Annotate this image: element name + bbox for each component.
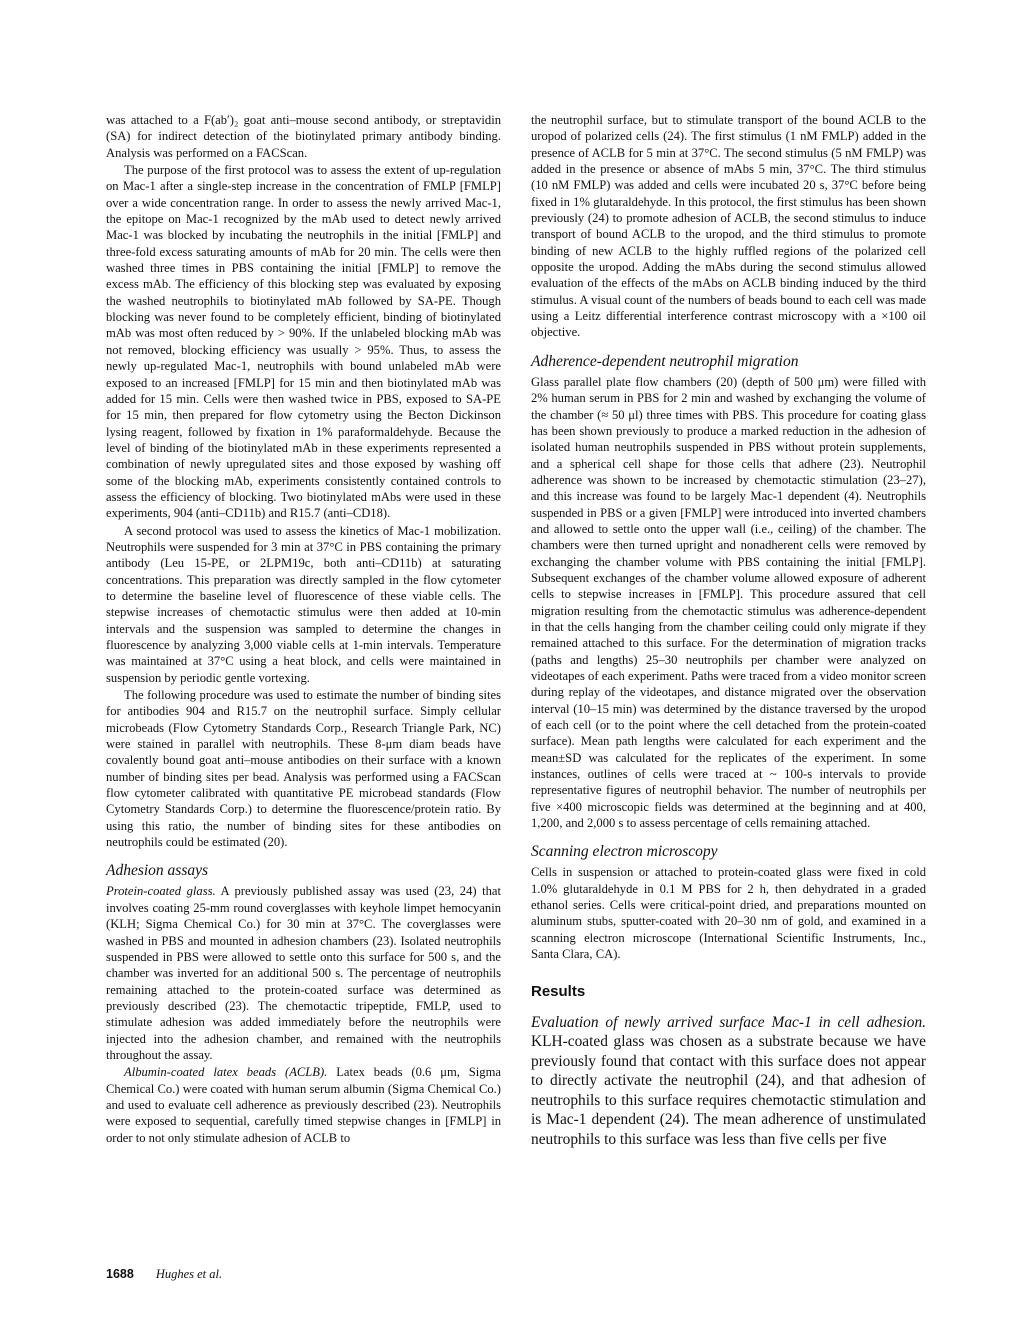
left-paragraph-5-body: A previously published assay was used (23, 24) that involves coating 25-mm round coverglasses with keyhole limpet hemocyanin (KLH; Sigma Chemical Co.) for 30 min at 37°C. The coverglasses were washed in PBS and mounted in adhesion chambers (23). Isolated neutrophils suspended in PBS were allowed to settle onto this surface for 500 s, and the chamber was inverted for an additional 500 s. The percentage of neutrophils remaining attached to the protein-coated surface was determined as previously described (23). The chemotactic tripeptide, FMLP, used to stimulate adhesion was added immediately before the neutrophils were injected into the adhesion chamber, and remained with the neutrophils throughout the assay. <box>106 884 501 1062</box>
runin-evaluation: Evaluation of newly arrived surface Mac-1 in cell adhesion. <box>531 1013 926 1031</box>
right-paragraph-2: Glass parallel plate flow chambers (20) (depth of 500 μm) were filled with 2% human serum in PBS for 2 min and washed by exchanging the volume of the chamber (≈ 50 μl) three times with PBS. This procedure for coating glass has been shown previously to produce a marked reduction in the adhesion of isolated human neutrophils suspended in PBS without protein supplements, and a spherical cell shape for those cells that adhere (23). Neutrophil adherence was shown to be increased by chemotactic stimulation (23–27), and this increase was found to be largely Mac-1 dependent (4). Neutrophils suspended in PBS or a given [FMLP] were introduced into inverted chambers and allowed to settle onto the upper wall (i.e., ceiling) of the chamber. The chambers were then turned upright and nonadherent cells were removed by exchanging the chamber volume with PBS containing the initial [FMLP]. Subsequent exchanges of the chamber volume allowed exposure of adherent cells to stepwise increases in [FMLP]. This procedure assured that cell migration resulting from the chemotactic stimulus was adherence-dependent in that the cells hanging from the chamber ceiling could only migrate if they remained attached to this surface. For the determination of migration tracks (paths and lengths) 25–30 neutrophils per chamber were analyzed on videotapes of each experiment. Paths were traced from a video monitor screen during replay of the videotapes, and distance migrated over the observation interval (10–15 min) was determined by the distance traversed by the uropod of each cell (or to the point where the cell detached from the protein-coated surface). Mean path lengths were calculated for each experiment and the mean±SD was calculated for the replicates of the experiment. In some instances, outlines of cells were traced at ~ 100-s intervals to provide representative figures of neutrophil behavior. The number of neutrophils per five ×400 microscopic fields was determined at the beginning and at 400, 1,200, and 2,000 s to assess percentage of cells remaining attached. <box>531 374 926 831</box>
right-paragraph-4-body: KLH-coated glass was chosen as a substrate because we have previously found that contact with this surface does not appear to directly activate the neutrophil (24), and that adhesion of neutrophils to this surface requires chemotactic stimulation and is Mac-1 dependent (24). The mean adherence of unstimulated neutrophils to this surface was less than five cells per five <box>531 1033 926 1149</box>
heading-neutrophil-migration: Adherence-dependent neutrophil migration <box>531 352 799 370</box>
page-number: 1688 <box>106 1267 134 1281</box>
heading-results: Results <box>531 982 586 1000</box>
heading-scanning-electron-microscopy: Scanning electron microscopy <box>531 843 718 861</box>
page-footer <box>106 1267 222 1282</box>
running-head: Hughes et al. <box>155 1267 223 1281</box>
left-paragraph-5 <box>106 883 501 1063</box>
runin-protein-coated-glass: Protein-coated glass. <box>106 884 216 899</box>
left-paragraph-2: The purpose of the first protocol was to assess the extent of up-regulation on Mac-1 after a single-step increase in the concentration of FMLP [FMLP] over a wide concentration range. In order to assess the newly arrived Mac-1, the epitope on Mac-1 recognized by the mAb used to detect newly arrived Mac-1 was blocked by incubating the neutrophils in the initial [FMLP] and three-fold excess saturating amounts of mAb for 20 min. The cells were then washed three times in PBS containing the initial [FMLP] to remove the excess mAb. The efficiency of this blocking step was evaluated by exposing the washed neutrophils to biotinylated mAb followed by SA-PE. Though blocking was never found to be completely efficient, binding of biotinylated mAb was most often reduced by > 90%. If the unlabeled blocking mAb was not removed, blocking efficiency was usually > 95%. Thus, to assess the newly up-regulated Mac-1, neutrophils with bound unlabeled mAb were exposed to an increased [FMLP] for 15 min and then biotinylated mAb was added for 15 min. Cells were then washed twice in PBS, exposed to SA-PE for 15 min, then prepared for flow cytometry using the Becton Dickinson lysing reagent, followed by fixation in 1% paraformaldehyde. Because the level of binding of the biotinylated mAb in these experiments represented a combination of newly upregulated sites and those exposed by washing off some of the blocking mAb, experiments consistently contained controls to assess the efficiency of blocking. Two biotinylated mAbs were used in these experiments, 904 (anti–CD11b) and R15.7 (anti–CD18). <box>106 163 501 521</box>
right-column <box>531 112 926 1151</box>
left-paragraph-3: A second protocol was used to assess the kinetics of Mac-1 mobilization. Neutrophils were suspended for 3 min at 37°C in PBS containing the primary antibody (Leu 15-PE, or 2LPM19c, both anti–CD11b) at saturating concentrations. This preparation was directly sampled in the flow cytometer to determine the baseline level of fluorescence of these viable cells. The stepwise increases of chemotactic stimulus were then added at 10-min intervals and the suspension was sampled to determine the changes in fluorescence by analyzing 3,000 viable cells at 1-min intervals. Temperature was maintained at 37°C using a heat block, and cells were maintained in suspension by periodic gentle vortexing. <box>106 523 501 685</box>
left-paragraph-6-body: Latex beads (0.6 μm, Sigma Chemical Co.) were coated with human serum albumin (Sigma Chemical Co.) and used to evaluate cell adherence as previously described (23). Neutrophils were exposed to sequential, carefully timed stepwise changes in [FMLP] in order to not only stimulate adhesion of ACLB to <box>106 1065 501 1145</box>
runin-aclb: Albumin-coated latex beads (ACLB). <box>124 1065 328 1080</box>
left-paragraph-6 <box>106 1064 501 1146</box>
heading-adhesion-assays: Adhesion assays <box>106 862 209 880</box>
right-paragraph-4 <box>531 1013 926 1150</box>
left-paragraph-4: The following procedure was used to estimate the number of binding sites for antibodies 904 and R15.7 on the neutrophil surface. Simply cellular microbeads (Flow Cytometry Standards Corp., Research Triangle Park, NC) were stained in parallel with neutrophils. These 8-μm diam beads have covalently bound goat anti–mouse antibodies on their surface with a known number of binding sites per bead. Analysis was performed using a FACScan flow cytometer calibrated with quantitative PE microbead standards (Flow Cytometry Standards Corp.) to determine the fluorescence/protein ratio. By using this ratio, the number of binding sites for these antibodies on neutrophils could be estimated (20). <box>106 688 501 850</box>
right-paragraph-3: Cells in suspension or attached to protein-coated glass were fixed in cold 1.0% glutaraldehyde in 0.1 M PBS for 2 h, then dehydrated in a graded ethanol series. Cells were critical-point dried, and preparations mounted on aluminum stubs, sputter-coated with 20–30 nm of gold, and examined in a scanning electron microscope (International Scientific Instruments, Inc., Santa Clara, CA). <box>531 865 926 962</box>
left-paragraph-1: was attached to a F(ab′)₂ goat anti–mouse second antibody, or streptavidin (SA) for indirect detection of the biotinylated primary antibody binding. Analysis was performed on a FACScan. <box>106 113 501 160</box>
right-paragraph-1: the neutrophil surface, but to stimulate transport of the bound ACLB to the uropod of polarized cells (24). The first stimulus (1 nM FMLP) added in the presence of ACLB for 5 min at 37°C. The second stimulus (5 nM FMLP) was added in the presence or absence of mAbs 5 min, 37°C. The third stimulus (10 nM FMLP) was added and cells were incubated 20 s, 37°C before being fixed in 1% glutaraldehyde. In this protocol, the first stimulus has been shown previously (24) to promote adhesion of ACLB, the second stimulus to induce transport of bound ACLB to the uropod, and the third stimulus to promote binding of new ACLB to the highly ruffled regions of the polarized cell opposite the uropod. Adding the mAbs during the second stimulus allowed evaluation of the effects of the mAbs on ACLB binding induced by the third stimulus. A visual count of the numbers of beads bound to each cell was made using a Leitz differential interference contrast microscopy with a ×100 oil objective. <box>531 113 926 340</box>
left-column <box>106 112 501 1147</box>
